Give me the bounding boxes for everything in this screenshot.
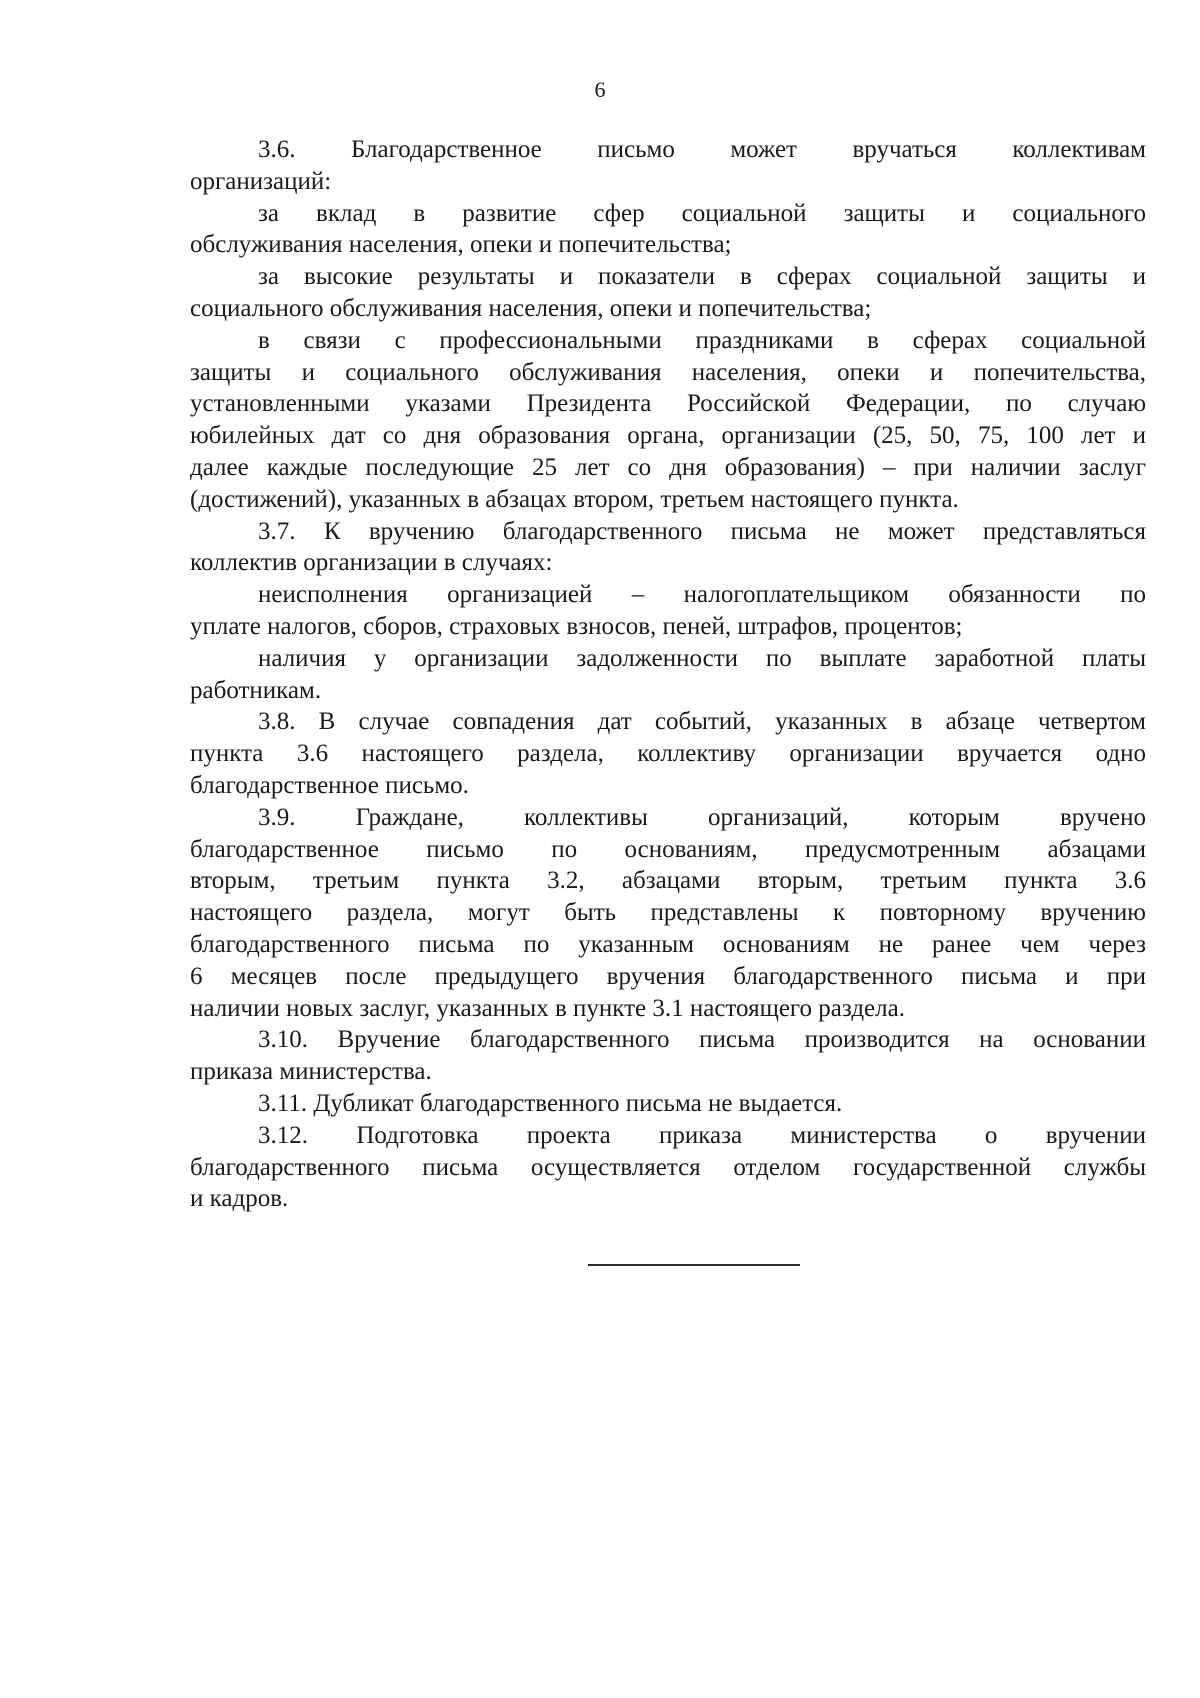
text-line: далее каждые последующие 25 лет со дня образования) – при наличии заслуг bbox=[190, 453, 1146, 481]
text-line: благодарственного письма по указанным основаниям не ранее чем через bbox=[190, 930, 1146, 958]
text-line: благодарственного письма осуществляется отделом государственной службы bbox=[190, 1153, 1146, 1181]
text-line: 3.6. Благодарственное письмо может вручаться коллективам bbox=[258, 136, 1146, 163]
paragraph-3-8 bbox=[190, 706, 1146, 801]
page-number: 6 bbox=[594, 77, 606, 102]
text-line: социального обслуживания населения, опеки и попечительства; bbox=[190, 294, 872, 322]
text-line: 3.7. К вручению благодарственного письма не может представляться bbox=[258, 517, 1146, 545]
text-line: обслуживания населения, опеки и попечительства; bbox=[190, 231, 732, 259]
paragraph-3-11 bbox=[190, 1088, 1146, 1120]
text-line: 6 месяцев после предыдущего вручения благодарственного письма и при bbox=[190, 962, 1146, 990]
document-body bbox=[190, 134, 1146, 1215]
text-line: (достижений), указанных в абзацах втором, третьем настоящего пункта. bbox=[190, 485, 959, 513]
text-line: 3.8. В случае совпадения дат событий, указанных в абзаце четвертом bbox=[258, 708, 1146, 736]
text-line: работникам. bbox=[190, 676, 322, 704]
text-line: и кадров. bbox=[190, 1185, 289, 1213]
paragraph-3-7-intro bbox=[190, 516, 1146, 580]
text-line: за высокие результаты и показатели в сферах социальной защиты и bbox=[258, 263, 1146, 291]
paragraph-3-9 bbox=[190, 802, 1146, 1025]
text-line: неисполнения организацией – налогоплательщиком обязанности по bbox=[258, 581, 1146, 609]
paragraph-3-6-intro bbox=[190, 134, 1146, 198]
text-line: 3.10. Вручение благодарственного письма производится на основании bbox=[258, 1026, 1146, 1054]
text-line: 3.12. Подготовка проекта приказа министерства о вручении bbox=[258, 1121, 1146, 1149]
text-line: юбилейных дат со дня образования органа, организации (25, 50, 75, 100 лет и bbox=[190, 422, 1146, 450]
paragraph-3-7-taxes bbox=[190, 579, 1146, 643]
paragraph-3-10 bbox=[190, 1024, 1146, 1088]
text-line: благодарственное письмо по основаниям, предусмотренным абзацами bbox=[190, 835, 1146, 863]
paragraph-3-6-holidays bbox=[190, 325, 1146, 516]
closing-rule bbox=[588, 1264, 800, 1266]
text-line: защиты и социального обслуживания населения, опеки и попечительства, bbox=[190, 358, 1146, 386]
paragraph-3-12 bbox=[190, 1120, 1146, 1215]
text-line: вторым, третьим пункта 3.2, абзацами вторым, третьим пункта 3.6 bbox=[190, 867, 1146, 895]
text-line: установленными указами Президента Российской Федерации, по случаю bbox=[190, 390, 1146, 418]
text-line: организаций: bbox=[190, 167, 332, 195]
text-line: наличия у организации задолженности по выплате заработной платы bbox=[258, 644, 1146, 672]
text-line: в связи с профессиональными праздниками в сферах социальной bbox=[258, 326, 1146, 354]
text-line: благодарственное письмо. bbox=[190, 771, 469, 799]
text-line: 3.11. Дубликат благодарственного письма не выдается. bbox=[258, 1089, 843, 1117]
text-line: пункта 3.6 настоящего раздела, коллективу организации вручается одно bbox=[190, 740, 1146, 768]
text-line: 3.9. Граждане, коллективы организаций, которым вручено bbox=[258, 803, 1146, 831]
text-line: коллектив организации в случаях: bbox=[190, 549, 553, 577]
paragraph-3-6-contribution bbox=[190, 198, 1146, 262]
paragraph-3-7-salary-debt bbox=[190, 643, 1146, 707]
text-line: за вклад в развитие сфер социальной защиты и социального bbox=[258, 199, 1146, 227]
text-line: наличии новых заслуг, указанных в пункте 3.1 настоящего раздела. bbox=[190, 994, 905, 1022]
text-line: приказа министерства. bbox=[190, 1058, 432, 1086]
paragraph-3-6-results bbox=[190, 261, 1146, 325]
text-line: настоящего раздела, могут быть представлены к повторному вручению bbox=[190, 899, 1146, 927]
text-line: уплате налогов, сборов, страховых взносов, пеней, штрафов, процентов; bbox=[190, 612, 963, 640]
